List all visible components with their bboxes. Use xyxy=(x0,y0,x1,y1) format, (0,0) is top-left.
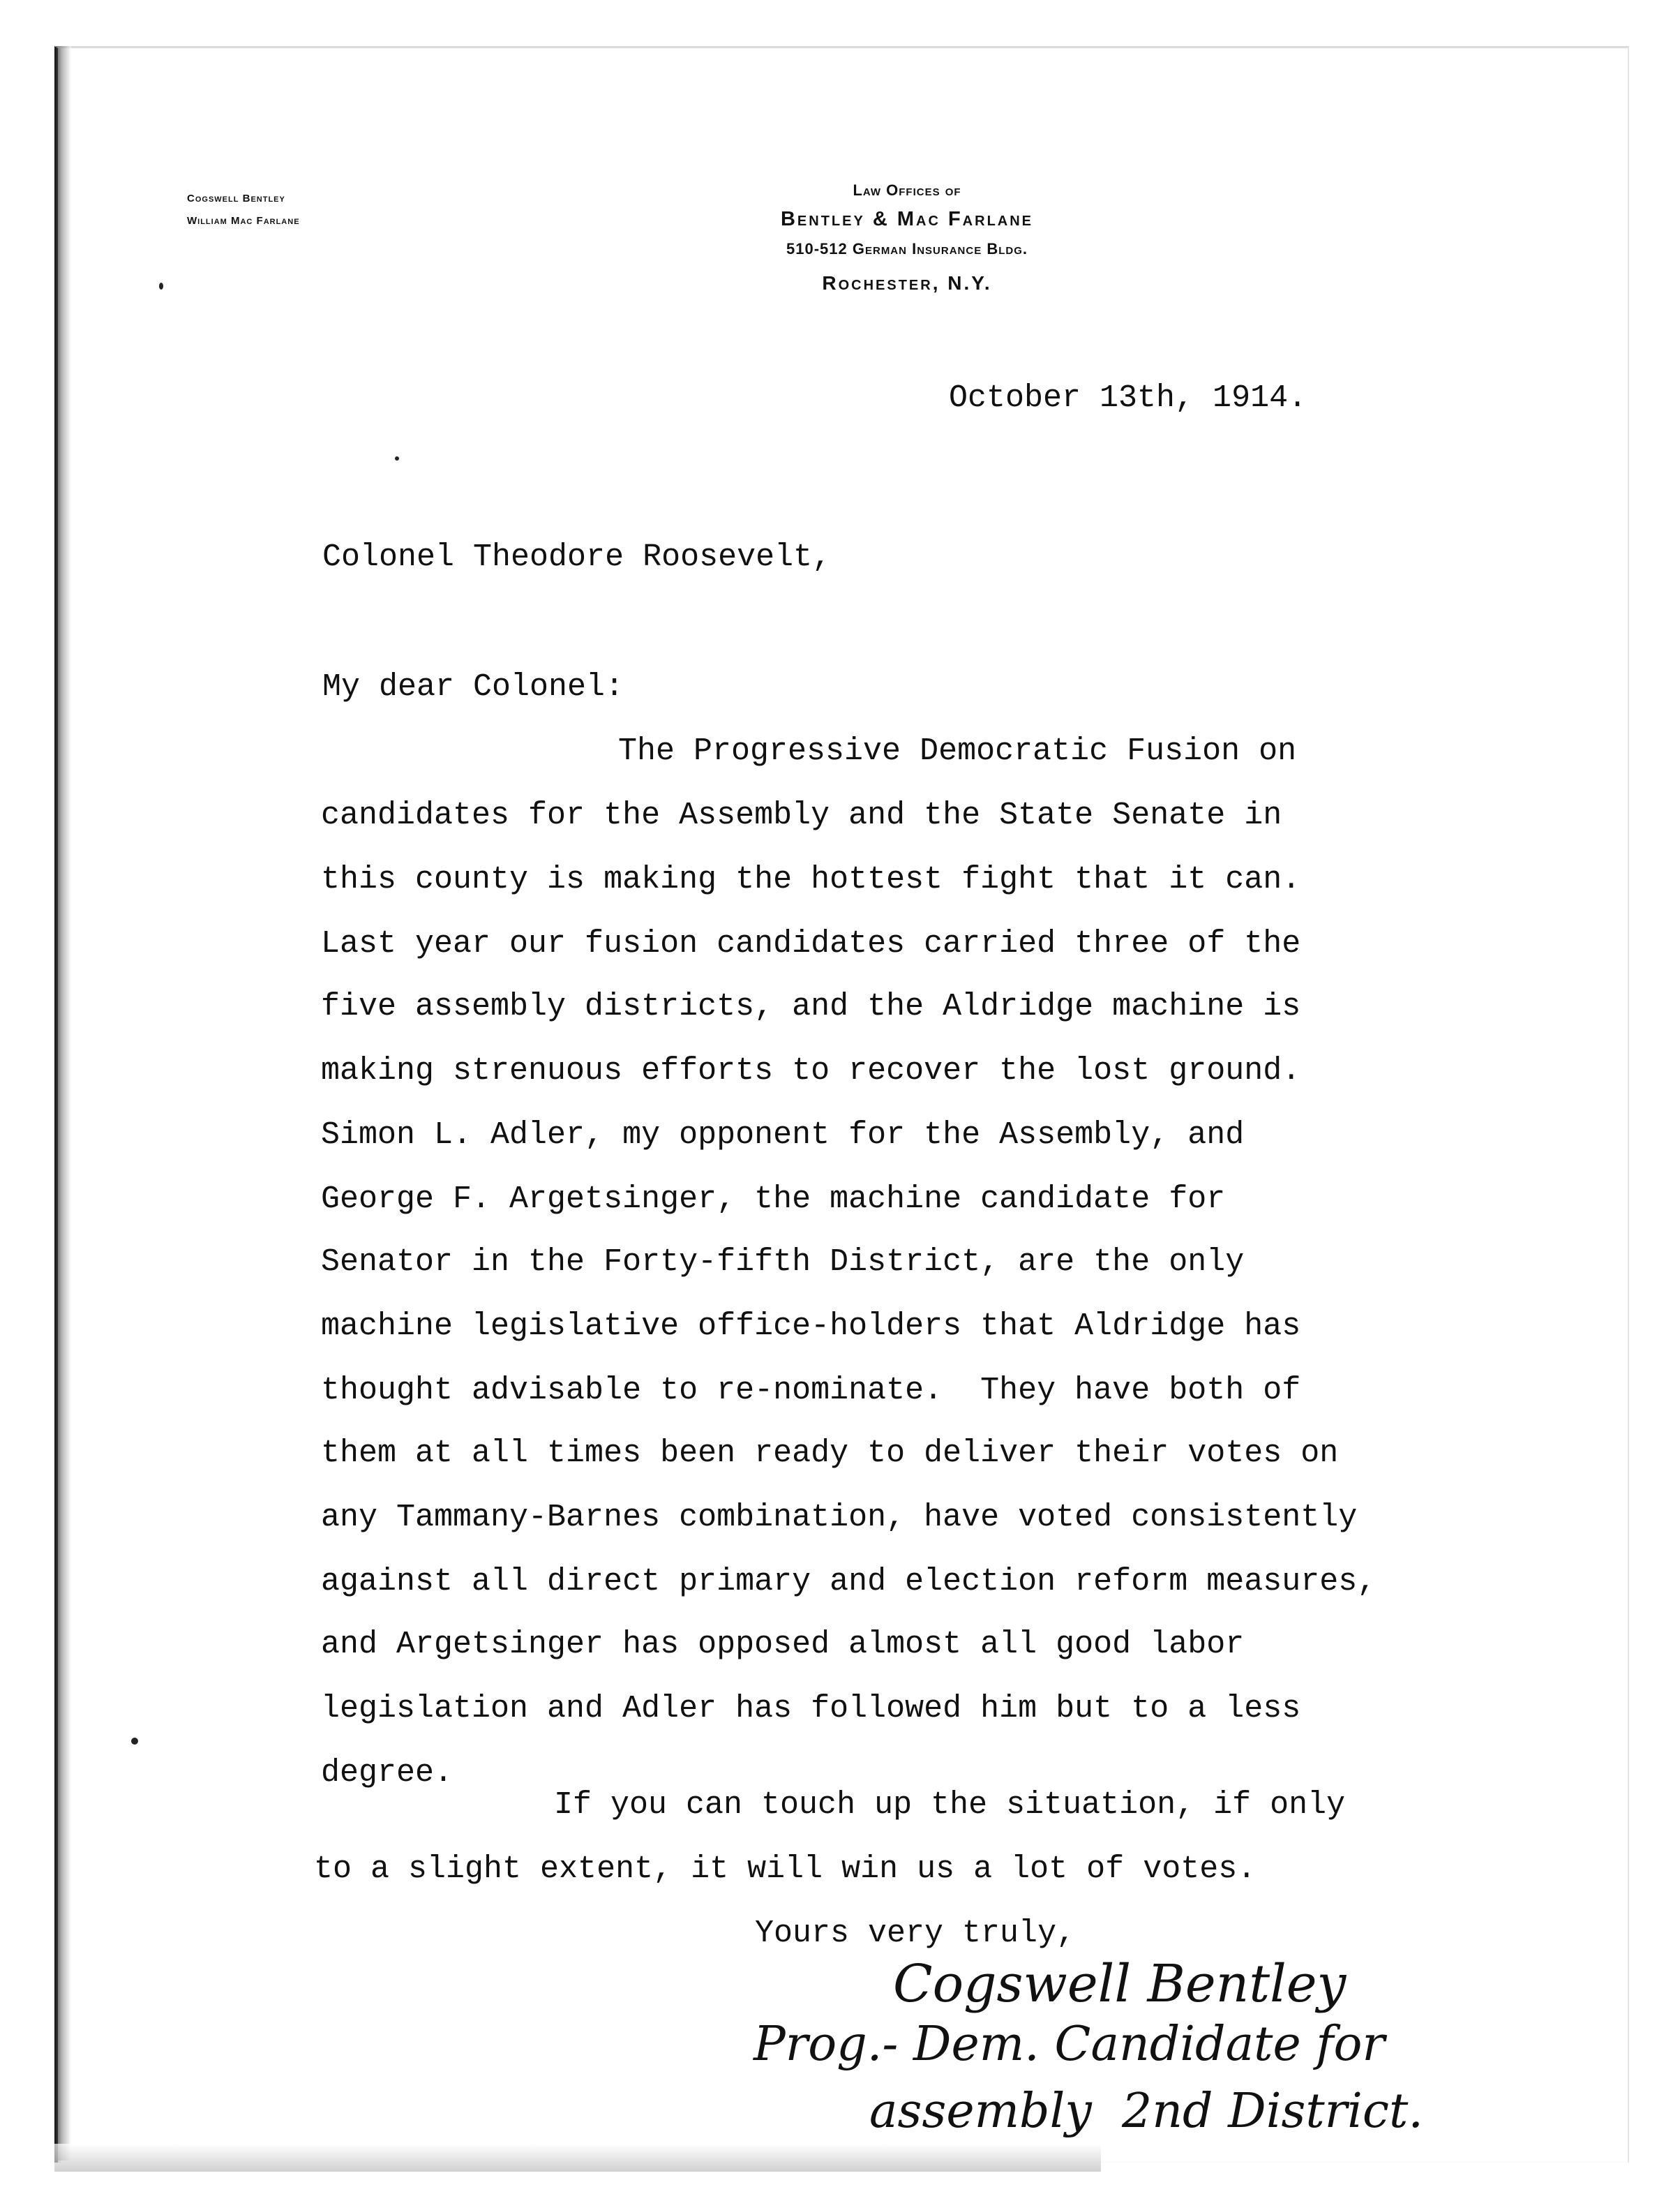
scan-speck xyxy=(159,283,163,290)
body-line: degree. xyxy=(321,1755,453,1791)
body-line: Last year our fusion candidates carried three of the xyxy=(321,926,1301,962)
paper-left-edge-shadow xyxy=(56,46,71,2161)
letterhead-address: 510-512 German Insurance Bldg. xyxy=(786,240,1028,258)
signature-name: Cogswell Bentley xyxy=(893,1954,1347,2014)
letterhead-partner-1: Cogswell Bentley xyxy=(187,193,285,204)
body-line: and Argetsinger has opposed almost all good labor xyxy=(321,1627,1245,1662)
letterhead-partner-2: William Mac Farlane xyxy=(187,215,300,227)
body-line: Simon L. Adler, my opponent for the Assembly, and xyxy=(321,1117,1245,1153)
signature-district: assembly 2nd District. xyxy=(869,2084,1423,2139)
closing-line: to a slight extent, it will win us a lot of votes. xyxy=(314,1851,1257,1887)
addressee: Colonel Theodore Roosevelt, xyxy=(322,539,832,575)
scan-speck xyxy=(395,456,399,461)
body-line: thought advisable to re-nominate. They have both of xyxy=(321,1373,1301,1408)
letterhead-firm-name: Bentley & Mac Farlane xyxy=(780,208,1034,230)
body-line: legislation and Adler has followed him but to a less xyxy=(321,1691,1301,1726)
letterhead-law-offices: Law Offices of xyxy=(853,181,961,199)
letter-paper xyxy=(54,46,1629,2163)
body-line: making strenuous efforts to recover the lost ground. xyxy=(321,1053,1301,1089)
complimentary-close: Yours very truly, xyxy=(755,1916,1076,1951)
body-line: candidates for the Assembly and the State Senate in xyxy=(321,798,1282,833)
body-line: Senator in the Forty-fifth District, are the only xyxy=(321,1244,1245,1280)
body-line: any Tammany-Barnes combination, have voted consistently xyxy=(321,1500,1358,1535)
signature-title: Prog.- Dem. Candidate for xyxy=(753,2017,1385,2072)
body-line: against all direct primary and election reform measures, xyxy=(321,1564,1377,1599)
body-line: George F. Argetsinger, the machine candidate for xyxy=(321,1181,1226,1217)
body-line: this county is making the hottest fight that it can. xyxy=(321,862,1301,897)
body-line: them at all times been ready to deliver their votes on xyxy=(321,1435,1339,1471)
bleed-through-mark xyxy=(1340,161,1633,188)
letterhead-city: Rochester, N.Y. xyxy=(822,272,992,294)
paper-bottom-edge-shadow xyxy=(54,2144,1101,2172)
body-line: machine legislative office-holders that Aldridge has xyxy=(321,1308,1301,1344)
scan-speck xyxy=(131,1738,138,1745)
letter-date: October 13th, 1914. xyxy=(949,380,1307,416)
body-line: The Progressive Democratic Fusion on xyxy=(618,733,1297,769)
salutation: My dear Colonel: xyxy=(322,669,624,705)
body-line: five assembly districts, and the Aldridge machine is xyxy=(321,989,1301,1024)
closing-line: If you can touch up the situation, if only xyxy=(554,1787,1346,1823)
